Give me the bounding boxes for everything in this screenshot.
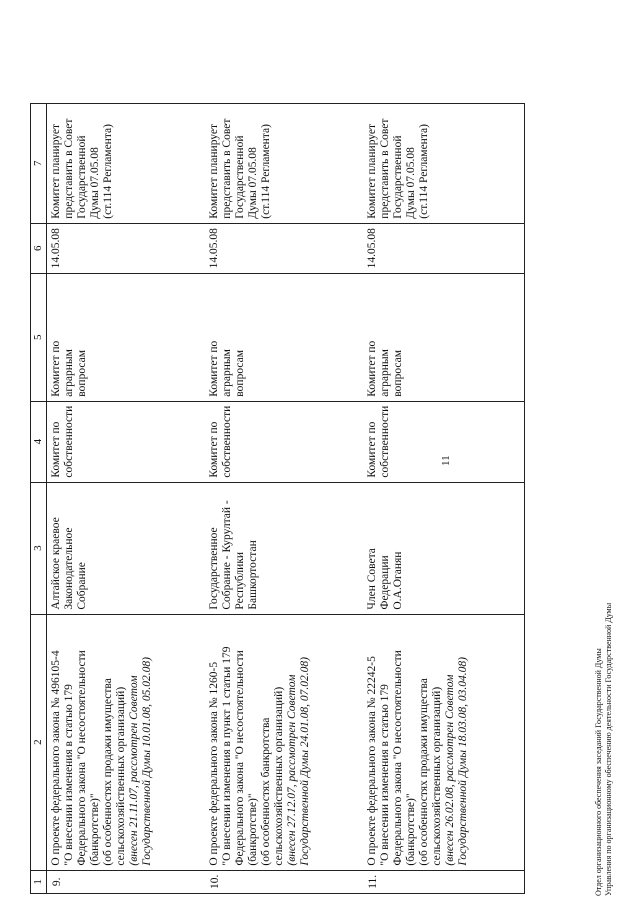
committee-line: Комитет по (50, 340, 62, 397)
bill-history-line: Государственной Думы 18.03.08, 03.04.08) (456, 657, 469, 866)
bill-history-line: (внесен 27.12.07, рассмотрен Советом (285, 674, 298, 866)
note-line: Думы 07.05.08 (404, 147, 417, 219)
table-body (47, 103, 525, 893)
bill-history-line: Государственной Думы 10.01.08, 05.02.08) (141, 657, 153, 866)
responsible-committee (47, 401, 205, 482)
bill-text-line: Федерального закона "О несостоятельности (233, 650, 246, 866)
committee-line: вопросам (76, 350, 88, 397)
initiator-line: Собрание - Курултай - (220, 500, 233, 610)
bills-table (30, 103, 525, 894)
initiator (363, 482, 525, 614)
status-note (47, 103, 205, 223)
note-line: (ст.114 Регламента) (417, 124, 430, 219)
bill-history-line: (внесен 21.11.07, рассмотрен Советом (128, 675, 140, 866)
bill-text-line: О проекте федерального закона № 1260-5 (207, 661, 220, 866)
committee-line: Комитет по (365, 340, 378, 397)
responsible-line: Комитет по (207, 421, 220, 478)
bill-text-line: (банкротстве)" (89, 793, 101, 866)
note-line: (ст.114 Регламента) (102, 124, 114, 219)
bill-description (205, 614, 363, 870)
column-header: 7 (31, 103, 47, 223)
note-line: Государственной (391, 135, 404, 219)
row-number: 9. (47, 870, 205, 893)
column-header: 5 (31, 273, 47, 401)
committee-line: Комитет по (207, 340, 220, 397)
bill-description (363, 614, 525, 870)
initiator-line: Собрание (76, 562, 88, 610)
status-note (363, 103, 525, 223)
bill-description (47, 614, 205, 870)
initiator-line: Республики (233, 551, 246, 610)
initiator-line: Башкортостан (246, 540, 259, 610)
bill-text-line: "О внесении изменения в пункт 1 статьи 179 (220, 646, 233, 866)
note-line: Комитет планирует (50, 123, 62, 219)
bill-text-line: О проекте федерального закона № 496105-4 (50, 650, 62, 866)
column-number-row (31, 103, 47, 893)
note-line: Государственной (233, 135, 246, 219)
note-line: представить в Совет (63, 118, 75, 219)
initiator-line: Алтайское краевое (50, 517, 62, 610)
initiator-line: Законодательное (63, 527, 75, 610)
committee-line: аграрным (63, 349, 75, 397)
bill-text-line: (об особенностях продажи имущества (417, 678, 430, 866)
footer-line: Отдел организационного обеспечения заседаний Государственной Думы (594, 648, 603, 896)
bill-history-line: (внесен 26.02.08, рассмотрен Советом (443, 674, 456, 866)
bill-text-line: Федерального закона "О несостоятельности (76, 650, 88, 866)
bill-text-line: сельскохозяйственных организаций) (272, 686, 285, 866)
note-line: (ст.114 Регламента) (259, 124, 272, 219)
column-header: 4 (31, 401, 47, 482)
table-row (363, 103, 525, 893)
bill-text-line: (банкротстве)" (246, 793, 259, 866)
footer (594, 603, 614, 896)
note-line: Думы 07.05.08 (89, 147, 101, 219)
co-executor-committee (47, 273, 205, 401)
bill-text-line: (об особенностях банкротства (259, 717, 272, 866)
responsible-line: собственности (63, 405, 75, 478)
initiator-line: Член Совета (365, 548, 378, 610)
bill-text-line: Федерального закона "О несостоятельности (391, 650, 404, 866)
status-note (205, 103, 363, 223)
table-row (47, 103, 205, 893)
column-header: 6 (31, 223, 47, 273)
planned-date: 14.05.08 (47, 223, 205, 273)
responsible-committee (205, 401, 363, 482)
page-number: 11 (440, 455, 452, 466)
note-line: Думы 07.05.08 (246, 147, 259, 219)
initiator-line: Федерации (378, 555, 391, 610)
committee-line: вопросам (233, 350, 246, 397)
bill-history-line: Государственной Думы 24.01.08, 07.02.08) (298, 657, 311, 866)
committee-line: аграрным (220, 349, 233, 397)
planned-date: 14.05.08 (363, 223, 525, 273)
note-line: Комитет планирует (207, 123, 220, 219)
committee-line: аграрным (378, 349, 391, 397)
responsible-line: Комитет по (365, 421, 378, 478)
bill-text-line: "О внесении изменения в статью 179 (378, 684, 391, 866)
column-header: 2 (31, 614, 47, 870)
footer-line: Управления по организационному обеспечению деятельности Государственной Думы (604, 602, 613, 896)
bill-text-line: сельскохозяйственных организаций) (430, 686, 443, 866)
committee-line: вопросам (391, 350, 404, 397)
bill-text-line: сельскохозяйственных организаций) (115, 686, 127, 866)
note-line: Комитет планирует (365, 123, 378, 219)
initiator-line: Государственное (207, 527, 220, 610)
note-line: Государственной (76, 135, 88, 219)
responsible-line: Комитет по (50, 421, 62, 478)
table-row (205, 103, 363, 893)
note-line: представить в Совет (220, 118, 233, 219)
co-executor-committee (363, 273, 525, 401)
column-header: 3 (31, 482, 47, 614)
row-number: 10. (205, 870, 363, 893)
bill-text-line: (банкротстве)" (404, 793, 417, 866)
bill-text-line: О проекте федерального закона № 22242-5 (365, 656, 378, 866)
initiator-line: О.А.Оганян (391, 551, 404, 610)
initiator (205, 482, 363, 614)
bill-text-line: (об особенностях продажи имущества (102, 678, 114, 866)
initiator (47, 482, 205, 614)
co-executor-committee (205, 273, 363, 401)
responsible-line: собственности (220, 405, 233, 478)
responsible-committee (363, 401, 525, 482)
bill-text-line: "О внесении изменения в статью 179 (63, 684, 75, 866)
row-number: 11. (363, 870, 525, 893)
responsible-line: собственности (378, 405, 391, 478)
planned-date: 14.05.08 (205, 223, 363, 273)
note-line: представить в Совет (378, 118, 391, 219)
column-header: 1 (31, 870, 47, 893)
